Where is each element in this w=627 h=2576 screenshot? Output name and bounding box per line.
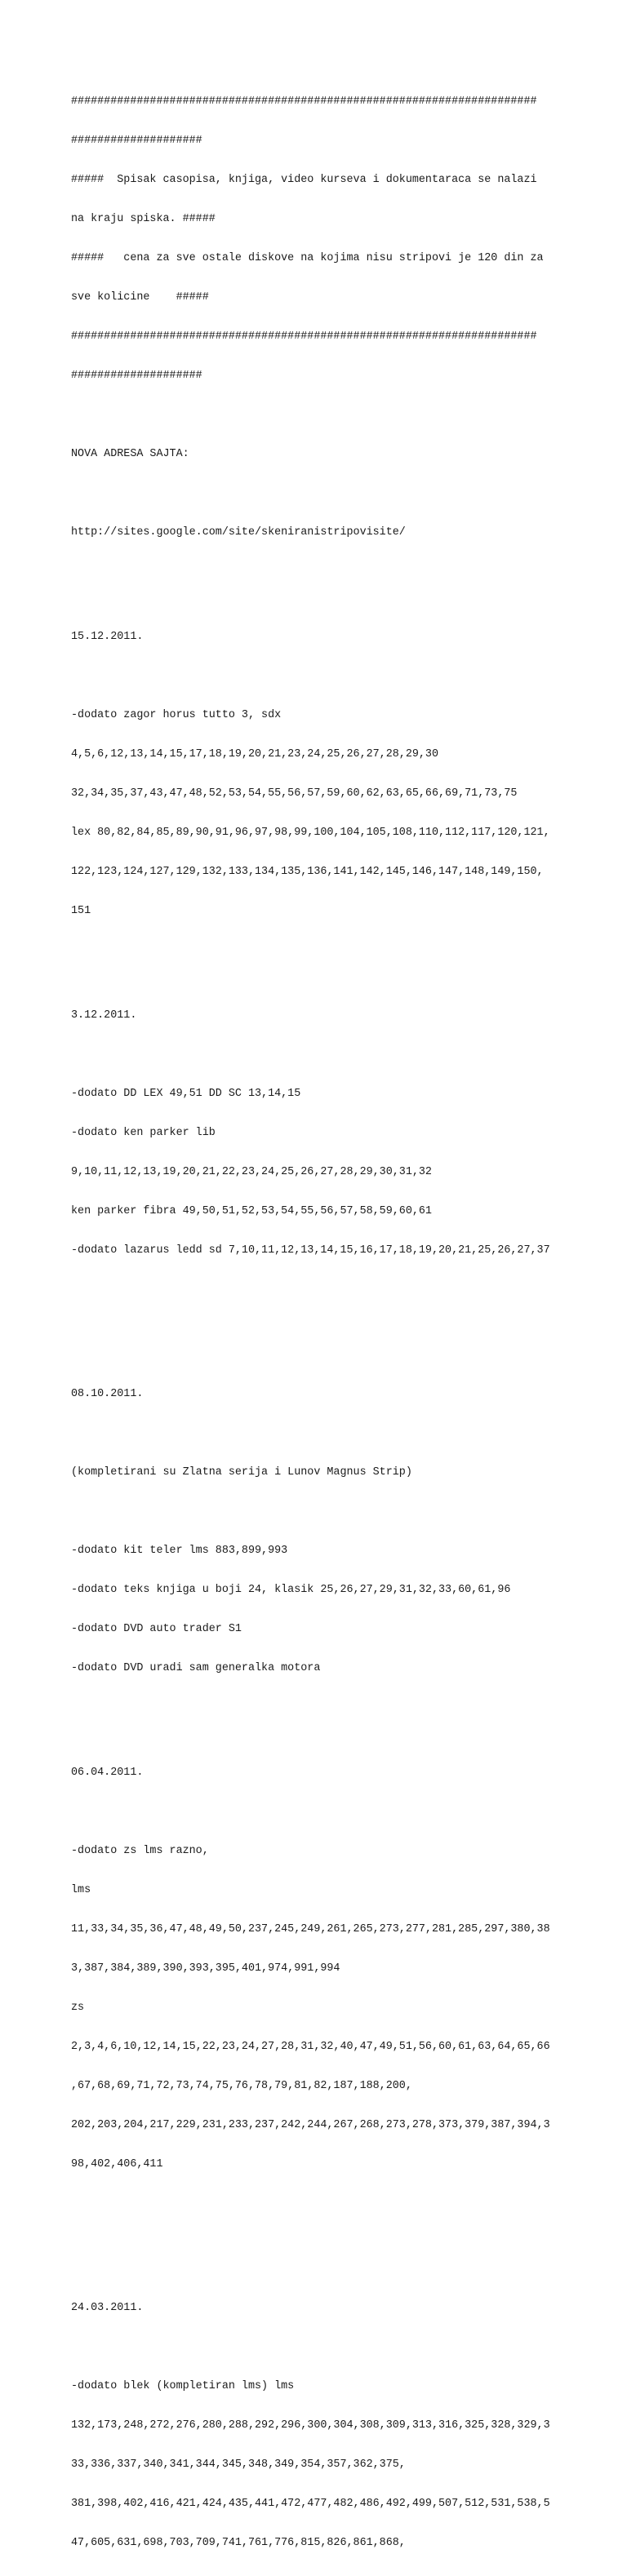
section-date: 15.12.2011. [71, 631, 144, 643]
entry-line: 202,203,204,217,229,231,233,237,242,244,267,268,273,278,373,379,387,394,3 [71, 2119, 550, 2131]
entry-line: lms [71, 1884, 91, 1896]
blank-line [71, 409, 618, 422]
entry-line: (kompletirani su Zlatna serija i Lunov Magnus Strip) [71, 1466, 412, 1479]
entry-line: -dodato DVD uradi sam generalka motora [71, 1662, 321, 1674]
entry-line: -dodato lazarus ledd sd 7,10,11,12,13,14,15,16,17,18,19,20,21,25,26,27,37 [71, 1244, 550, 1257]
blank-line [71, 944, 618, 957]
entry-line: 3,387,384,389,390,393,395,401,974,991,994 [71, 1962, 340, 1975]
entry-line: -dodato zs lms razno, [71, 1845, 209, 1857]
entry-line: -dodato ken parker lib [71, 1127, 216, 1139]
document-text [71, 69, 618, 2576]
blank-line [71, 1284, 618, 1297]
header-line: ##### Spisak casopisa, knjiga, video kurseva i dokumentaraca se nalazi [71, 174, 537, 186]
entry-line: -dodato blek (kompletiran lms) lms [71, 2380, 295, 2392]
entry-line: -dodato zagor horus tutto 3, sdx [71, 709, 282, 721]
blank-line [71, 487, 618, 500]
entry-line: 33,336,337,340,341,344,345,348,349,354,357,362,375, [71, 2459, 406, 2471]
entry-line: ken parker fibra 49,50,51,52,53,54,55,56,57,58,59,60,61 [71, 1205, 432, 1217]
section-date: 3.12.2011. [71, 1009, 137, 1022]
blank-line [71, 1427, 618, 1440]
entry-line: 2,3,4,6,10,12,14,15,22,23,24,27,28,31,32,40,47,49,51,56,60,61,63,64,65,66 [71, 2041, 550, 2053]
blank-line [71, 670, 618, 683]
site-url: http://sites.google.com/site/skeniranistripovisite/ [71, 526, 406, 539]
entry-line: 132,173,248,272,276,280,288,292,296,300,304,308,309,313,316,325,328,329,3 [71, 2419, 550, 2432]
entry-line: 4,5,6,12,13,14,15,17,18,19,20,21,23,24,25,26,27,28,29,30 [71, 748, 438, 760]
entry-line: -dodato teks knjiga u boji 24, klasik 25,26,27,29,31,32,33,60,61,96 [71, 1584, 511, 1596]
entry-line: 32,34,35,37,43,47,48,52,53,54,55,56,57,59,60,62,63,65,66,69,71,73,75 [71, 787, 518, 800]
entry-line: 47,605,631,698,703,709,741,761,776,815,826,861,868, [71, 2537, 406, 2549]
blank-line [71, 2237, 618, 2250]
header-line: #################### [71, 370, 202, 382]
blank-line [71, 2197, 618, 2210]
header-line: na kraju spiska. ##### [71, 213, 216, 225]
entry-line: 381,398,402,416,421,424,435,441,472,477,482,486,492,499,507,512,531,538,5 [71, 2498, 550, 2510]
entry-line: 11,33,34,35,36,47,48,49,50,237,245,249,261,265,273,277,281,285,297,380,38 [71, 1923, 550, 1935]
entry-line: 151 [71, 905, 91, 917]
blank-line [71, 1701, 618, 1714]
header-line: #################### [71, 135, 202, 147]
header-line: ####################################################################### [71, 95, 537, 108]
header-line: ####################################################################### [71, 330, 537, 343]
section-date: 08.10.2011. [71, 1388, 144, 1400]
entry-line: lex 80,82,84,85,89,90,91,96,97,98,99,100,104,105,108,110,112,117,120,121, [71, 827, 550, 839]
entry-line: -dodato DVD auto trader S1 [71, 1623, 242, 1635]
blank-line [71, 1323, 618, 1336]
header-line: ##### cena za sve ostale diskove na kojima nisu stripovi je 120 din za [71, 252, 544, 264]
section-date: 24.03.2011. [71, 2302, 144, 2314]
entry-line: 122,123,124,127,129,132,133,134,135,136,141,142,145,146,147,148,149,150, [71, 866, 544, 878]
header-line: sve kolicine ##### [71, 291, 209, 304]
blank-line [71, 565, 618, 579]
blank-line [71, 2341, 618, 2354]
section-date: 06.04.2011. [71, 1767, 144, 1779]
entry-line: -dodato DD LEX 49,51 DD SC 13,14,15 [71, 1088, 301, 1100]
entry-line: ,67,68,69,71,72,73,74,75,76,78,79,81,82,187,188,200, [71, 2080, 412, 2092]
entry-line: 98,402,406,411 [71, 2158, 163, 2170]
entry-line: -dodato kit teler lms 883,899,993 [71, 1545, 288, 1557]
entry-line: zs [71, 2002, 85, 2014]
entry-line: 9,10,11,12,13,19,20,21,22,23,24,25,26,27,28,29,30,31,32 [71, 1166, 432, 1178]
entry-line [71, 1505, 618, 1519]
blank-line [71, 1049, 618, 1062]
blank-line [71, 1806, 618, 1819]
site-label: NOVA ADRESA SAJTA: [71, 448, 189, 460]
